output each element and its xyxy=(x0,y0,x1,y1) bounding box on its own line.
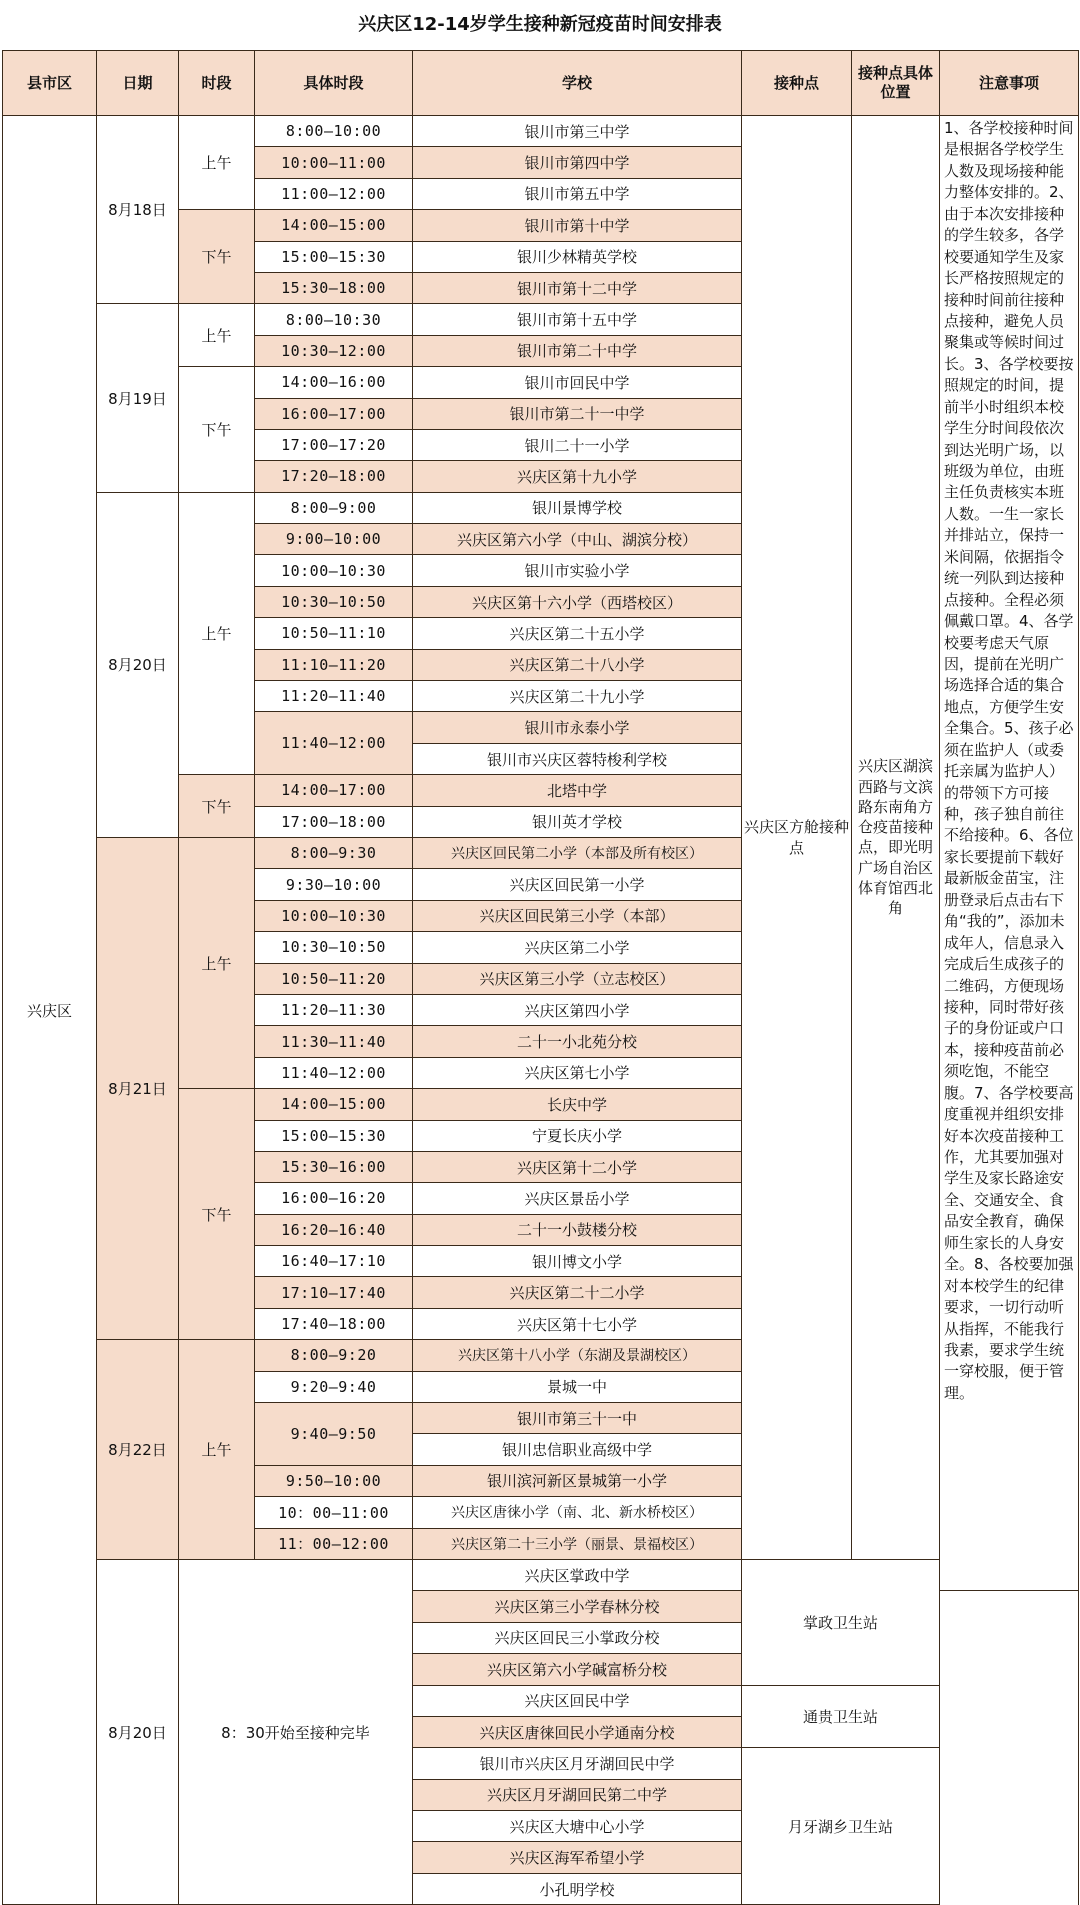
school-cell: 银川市兴庆区月牙湖回民中学 xyxy=(413,1748,742,1779)
time-cell: 17:00—18:00 xyxy=(255,806,413,837)
school-cell: 银川市第二十一中学 xyxy=(413,398,742,429)
date-cell: 8月19日 xyxy=(97,304,179,492)
school-cell: 兴庆区掌政中学 xyxy=(413,1559,742,1590)
time-cell: 11:00—12:00 xyxy=(255,178,413,209)
school-cell: 兴庆区回民第三小学（本部） xyxy=(413,900,742,931)
period-cell: 下午 xyxy=(179,775,255,838)
school-cell: 兴庆区回民第一小学 xyxy=(413,869,742,900)
school-cell: 银川市实验小学 xyxy=(413,555,742,586)
district-cell: 兴庆区 xyxy=(3,116,97,1905)
station-cell: 掌政卫生站 xyxy=(742,1559,940,1685)
time-cell: 17:40—18:00 xyxy=(255,1308,413,1339)
period-cell: 上午 xyxy=(179,116,255,210)
period-cell: 上午 xyxy=(179,1340,255,1560)
time-cell: 10:30—10:50 xyxy=(255,586,413,617)
date-cell: 8月22日 xyxy=(97,1340,179,1560)
school-cell: 兴庆区第二十五小学 xyxy=(413,618,742,649)
time-cell: 9:50—10:00 xyxy=(255,1465,413,1496)
time-cell: 8:00—9:20 xyxy=(255,1340,413,1371)
school-cell: 兴庆区第十六小学（西塔校区） xyxy=(413,586,742,617)
header-date: 日期 xyxy=(97,51,179,116)
header-row xyxy=(3,51,1079,116)
date-cell: 8月20日 xyxy=(97,1559,179,1904)
time-cell: 11:40—12:00 xyxy=(255,1057,413,1088)
time-cell: 11:30—11:40 xyxy=(255,1026,413,1057)
station-cell: 月牙湖乡卫生站 xyxy=(742,1748,940,1905)
school-cell: 景城一中 xyxy=(413,1371,742,1402)
period-cell: 下午 xyxy=(179,367,255,493)
time-cell: 15:30—18:00 xyxy=(255,272,413,303)
school-cell: 兴庆区第三小学春林分校 xyxy=(413,1591,742,1622)
time-cell: 10:30—12:00 xyxy=(255,335,413,366)
time-cell: 11:20—11:40 xyxy=(255,681,413,712)
school-cell: 兴庆区第六小学（中山、湖滨分校） xyxy=(413,524,742,555)
time-cell: 11:40—12:00 xyxy=(255,712,413,775)
school-cell: 银川市兴庆区蓉特梭利学校 xyxy=(413,743,742,774)
time-cell: 9:20—9:40 xyxy=(255,1371,413,1402)
time-cell: 9:00—10:00 xyxy=(255,524,413,555)
time-cell: 10:50—11:10 xyxy=(255,618,413,649)
period-cell: 下午 xyxy=(179,1089,255,1340)
school-cell: 二十一小鼓楼分校 xyxy=(413,1214,742,1245)
school-cell: 银川二十一小学 xyxy=(413,429,742,460)
school-cell: 银川景博学校 xyxy=(413,492,742,523)
school-cell: 银川少林精英学校 xyxy=(413,241,742,272)
date-cell: 8月20日 xyxy=(97,492,179,837)
school-cell: 宁夏长庆小学 xyxy=(413,1120,742,1151)
table-row xyxy=(3,116,1079,147)
time-cell: 16:00—16:20 xyxy=(255,1183,413,1214)
time-cell: 14:00—15:00 xyxy=(255,1089,413,1120)
header-location: 接种点具体位置 xyxy=(852,51,940,116)
school-cell: 兴庆区第二小学 xyxy=(413,932,742,963)
school-cell: 兴庆区第二十三小学（丽景、景福校区） xyxy=(413,1528,742,1559)
notes-cell: 1、各学校接种时间是根据各学校学生人数及现场接种能力整体安排的。2、由于本次安排接种的学生较多，各学校要通知学生及家长严格按照规定的接种时间前往接种点接种，避免人员聚集或等候时间过长。3、各学校要按照规定的时间，提前半小时组织本校学生分时间段依次到达光明广场，以班级为单位，由班主任负责核实本班人数。一生一家长并排站立，保持一米间隔，依据指令统一列队到达接种点接种。全程必须佩戴口罩。4、各学校要考虑天气原因，提前在光明广场选择合适的集合地点，方便学生安全集合。5、孩子必须在监护人（或委托亲属为监护人）的带领下方可接种，孩子独自前往不给接种。6、各位家长要提前下载好最新版金苗宝，注册登录后点击右下角“我的”，添加未成年人，信息录入完成后生成孩子的二维码，方便现场接种，同时带好孩子的身份证或户口本，接种疫苗前必须吃饱，不能空腹。7、各学校要高度重视并组织安排好本次疫苗接种工作，尤其要加强对学生及家长路途安全、交通安全、食品安全教育，确保师生家长的人身安全。8、各校要加强对本校学生的纪律要求，一切行动听从指挥，不能我行我素，要求学生统一穿校服，便于管理。 xyxy=(940,116,1079,1591)
time-cell: 17:20—18:00 xyxy=(255,461,413,492)
school-cell: 二十一小北苑分校 xyxy=(413,1026,742,1057)
school-cell: 小孔明学校 xyxy=(413,1873,742,1904)
time-cell: 8:00—10:00 xyxy=(255,116,413,147)
school-cell: 兴庆区第二十二小学 xyxy=(413,1277,742,1308)
school-cell: 兴庆区第十九小学 xyxy=(413,461,742,492)
time-cell: 16:20—16:40 xyxy=(255,1214,413,1245)
school-cell: 兴庆区第二十九小学 xyxy=(413,681,742,712)
site-cell: 兴庆区方舱接种点 xyxy=(742,116,852,1560)
school-cell: 兴庆区第六小学碱富桥分校 xyxy=(413,1654,742,1685)
school-cell: 银川市第四中学 xyxy=(413,147,742,178)
school-cell: 银川市第十中学 xyxy=(413,210,742,241)
time-cell: 10:00—10:30 xyxy=(255,555,413,586)
school-cell: 兴庆区回民第二小学（本部及所有校区） xyxy=(413,837,742,868)
school-cell: 银川博文小学 xyxy=(413,1246,742,1277)
school-cell: 银川英才学校 xyxy=(413,806,742,837)
school-cell: 兴庆区月牙湖回民第二中学 xyxy=(413,1779,742,1810)
time-cell: 8:00—9:30 xyxy=(255,837,413,868)
time-cell: 10:00—11:00 xyxy=(255,147,413,178)
time-cell: 9:40—9:50 xyxy=(255,1403,413,1466)
header-site: 接种点 xyxy=(742,51,852,116)
time-cell: 14:00—16:00 xyxy=(255,367,413,398)
time-range-cell: 8：30开始至接种完毕 xyxy=(179,1559,413,1904)
school-cell: 银川市永泰小学 xyxy=(413,712,742,743)
time-cell: 14:00—15:00 xyxy=(255,210,413,241)
school-cell: 兴庆区唐徕小学（南、北、新水桥校区） xyxy=(413,1497,742,1528)
site-location-cell: 兴庆区湖滨西路与文滨路东南角方仓疫苗接种点，即光明广场自治区体育馆西北角 xyxy=(852,116,940,1560)
school-cell: 兴庆区第二十八小学 xyxy=(413,649,742,680)
time-cell: 10:50—11:20 xyxy=(255,963,413,994)
time-cell: 17:00—17:20 xyxy=(255,429,413,460)
school-cell: 银川忠信职业高级中学 xyxy=(413,1434,742,1465)
school-cell: 银川市第二十中学 xyxy=(413,335,742,366)
school-cell: 银川市第五中学 xyxy=(413,178,742,209)
time-cell: 11：00—12:00 xyxy=(255,1528,413,1559)
time-cell: 9:30—10:00 xyxy=(255,869,413,900)
table-row xyxy=(3,1559,1079,1590)
school-cell: 兴庆区第十二小学 xyxy=(413,1151,742,1182)
date-cell: 8月21日 xyxy=(97,837,179,1339)
school-cell: 兴庆区唐徕回民小学通南分校 xyxy=(413,1716,742,1747)
schedule-table xyxy=(2,50,1079,1905)
school-cell: 兴庆区回民三小掌政分校 xyxy=(413,1622,742,1653)
school-cell: 兴庆区第七小学 xyxy=(413,1057,742,1088)
header-district: 县市区 xyxy=(3,51,97,116)
school-cell: 兴庆区大塘中心小学 xyxy=(413,1811,742,1842)
period-cell: 下午 xyxy=(179,210,255,304)
date-cell: 8月18日 xyxy=(97,116,179,304)
time-cell: 16:00—17:00 xyxy=(255,398,413,429)
time-cell: 15:00—15:30 xyxy=(255,1120,413,1151)
time-cell: 10:30—10:50 xyxy=(255,932,413,963)
header-time: 具体时段 xyxy=(255,51,413,116)
school-cell: 银川市第三十一中 xyxy=(413,1403,742,1434)
time-cell: 14:00—17:00 xyxy=(255,775,413,806)
school-cell: 银川滨河新区景城第一小学 xyxy=(413,1465,742,1496)
time-cell: 11:10—11:20 xyxy=(255,649,413,680)
time-cell: 17:10—17:40 xyxy=(255,1277,413,1308)
school-cell: 银川市第十五中学 xyxy=(413,304,742,335)
time-cell: 8:00—10:30 xyxy=(255,304,413,335)
period-cell: 上午 xyxy=(179,492,255,775)
header-period: 时段 xyxy=(179,51,255,116)
school-cell: 银川市第十二中学 xyxy=(413,272,742,303)
school-cell: 兴庆区第十八小学（东湖及景湖校区） xyxy=(413,1340,742,1371)
school-cell: 兴庆区海军希望小学 xyxy=(413,1842,742,1873)
time-cell: 15:00—15:30 xyxy=(255,241,413,272)
school-cell: 长庆中学 xyxy=(413,1089,742,1120)
station-cell: 通贵卫生站 xyxy=(742,1685,940,1748)
school-cell: 兴庆区第十七小学 xyxy=(413,1308,742,1339)
period-cell: 上午 xyxy=(179,837,255,1088)
school-cell: 银川市第三中学 xyxy=(413,116,742,147)
school-cell: 兴庆区回民中学 xyxy=(413,1685,742,1716)
time-cell: 10:00—10:30 xyxy=(255,900,413,931)
header-school: 学校 xyxy=(413,51,742,116)
time-cell: 10：00—11:00 xyxy=(255,1497,413,1528)
time-cell: 16:40—17:10 xyxy=(255,1246,413,1277)
time-cell: 15:30—16:00 xyxy=(255,1151,413,1182)
page-title: 兴庆区12-14岁学生接种新冠疫苗时间安排表 xyxy=(358,14,722,35)
time-cell: 11:20—11:30 xyxy=(255,994,413,1025)
school-cell: 兴庆区第四小学 xyxy=(413,994,742,1025)
school-cell: 银川市回民中学 xyxy=(413,367,742,398)
time-cell: 8:00—9:00 xyxy=(255,492,413,523)
header-notes: 注意事项 xyxy=(940,51,1079,116)
period-cell: 上午 xyxy=(179,304,255,367)
school-cell: 兴庆区景岳小学 xyxy=(413,1183,742,1214)
school-cell: 北塔中学 xyxy=(413,775,742,806)
school-cell: 兴庆区第三小学（立志校区） xyxy=(413,963,742,994)
